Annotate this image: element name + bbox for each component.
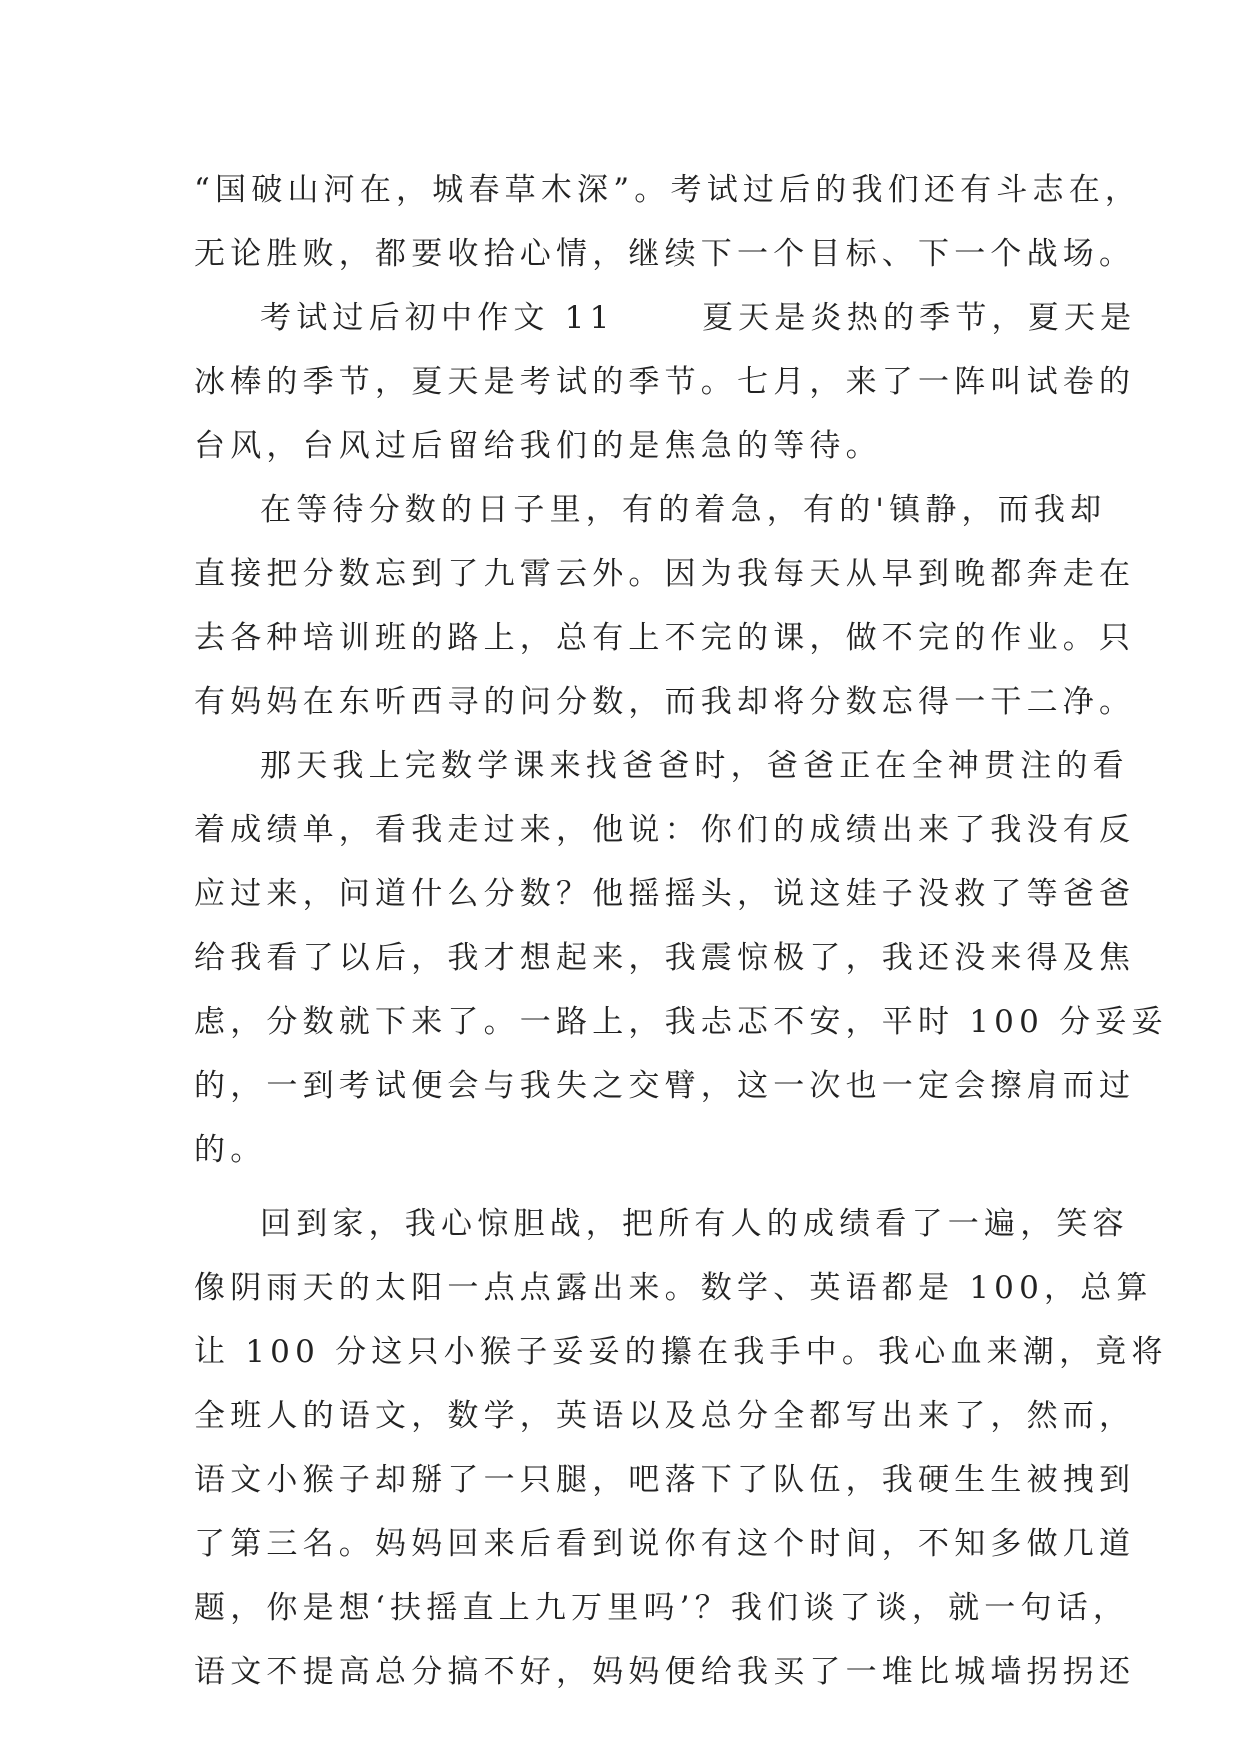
paragraph-start-line: 回到家，我心惊胆战，把所有人的成绩看了一遍，笑容 <box>260 1206 1129 1242</box>
text-line: 虑，分数就下来了。一路上，我忐忑不安，平时 100 分妥妥 <box>194 1004 1168 1040</box>
essay-text <box>194 158 1168 1704</box>
text-line: 了第三名。妈妈回来后看到说你有这个时间，不知多做几道 <box>194 1526 1136 1562</box>
paragraph-start-line: 在等待分数的日子里，有的着急，有的'镇静，而我却 <box>260 492 1107 528</box>
text-line: 让 100 分这只小猴子妥妥的攥在我手中。我心血来潮，竟将 <box>194 1334 1168 1370</box>
text-line: 全班人的语文，数学，英语以及总分全都写出来了，然而， <box>194 1398 1136 1434</box>
text-line: 题，你是想‘扶摇直上九万里吗’？我们谈了谈，就一句话， <box>194 1590 1130 1626</box>
text-line: 着成绩单，看我走过来，他说：你们的成绩出来了我没有反 <box>194 812 1136 848</box>
text-line: 有妈妈在东听西寻的问分数，而我却将分数忘得一干二净。 <box>194 684 1136 720</box>
text-line: 应过来，问道什么分数？他摇摇头，说这娃子没救了等爸爸 <box>194 876 1136 912</box>
paragraph-gap <box>194 1182 1084 1192</box>
text-line: 语文小猴子却掰了一只腿，吧落下了队伍，我硬生生被拽到 <box>194 1462 1136 1498</box>
text-line: “国破山河在，城春草木深”。考试过后的我们还有斗志在， <box>194 172 1142 208</box>
text-line: 语文不提高总分搞不好，妈妈便给我买了一堆比城墙拐拐还 <box>194 1654 1136 1690</box>
text-line: 给我看了以后，我才想起来，我震惊极了，我还没来得及焦 <box>194 940 1136 976</box>
text-line: 的。 <box>194 1132 267 1168</box>
text-line: 像阴雨天的太阳一点点露出来。数学、英语都是 100，总算 <box>194 1270 1153 1306</box>
text-line: 去各种培训班的路上，总有上不完的课，做不完的作业。只 <box>194 620 1136 656</box>
text-line: 无论胜败，都要收拾心情，继续下一个目标、下一个战场。 <box>194 236 1136 272</box>
text-line: 冰棒的季节，夏天是考试的季节。七月，来了一阵叫试卷的 <box>194 364 1136 400</box>
essay-title-line: 考试过后初中作文 11 夏天是炎热的季节，夏天是 <box>260 300 1137 336</box>
text-line: 的，一到考试便会与我失之交臂，这一次也一定会擦肩而过 <box>194 1068 1136 1104</box>
text-line: 台风，台风过后留给我们的是焦急的等待。 <box>194 428 882 464</box>
text-line: 直接把分数忘到了九霄云外。因为我每天从早到晚都奔走在 <box>194 556 1136 592</box>
paragraph-start-line: 那天我上完数学课来找爸爸时，爸爸正在全神贯注的看 <box>260 748 1129 784</box>
